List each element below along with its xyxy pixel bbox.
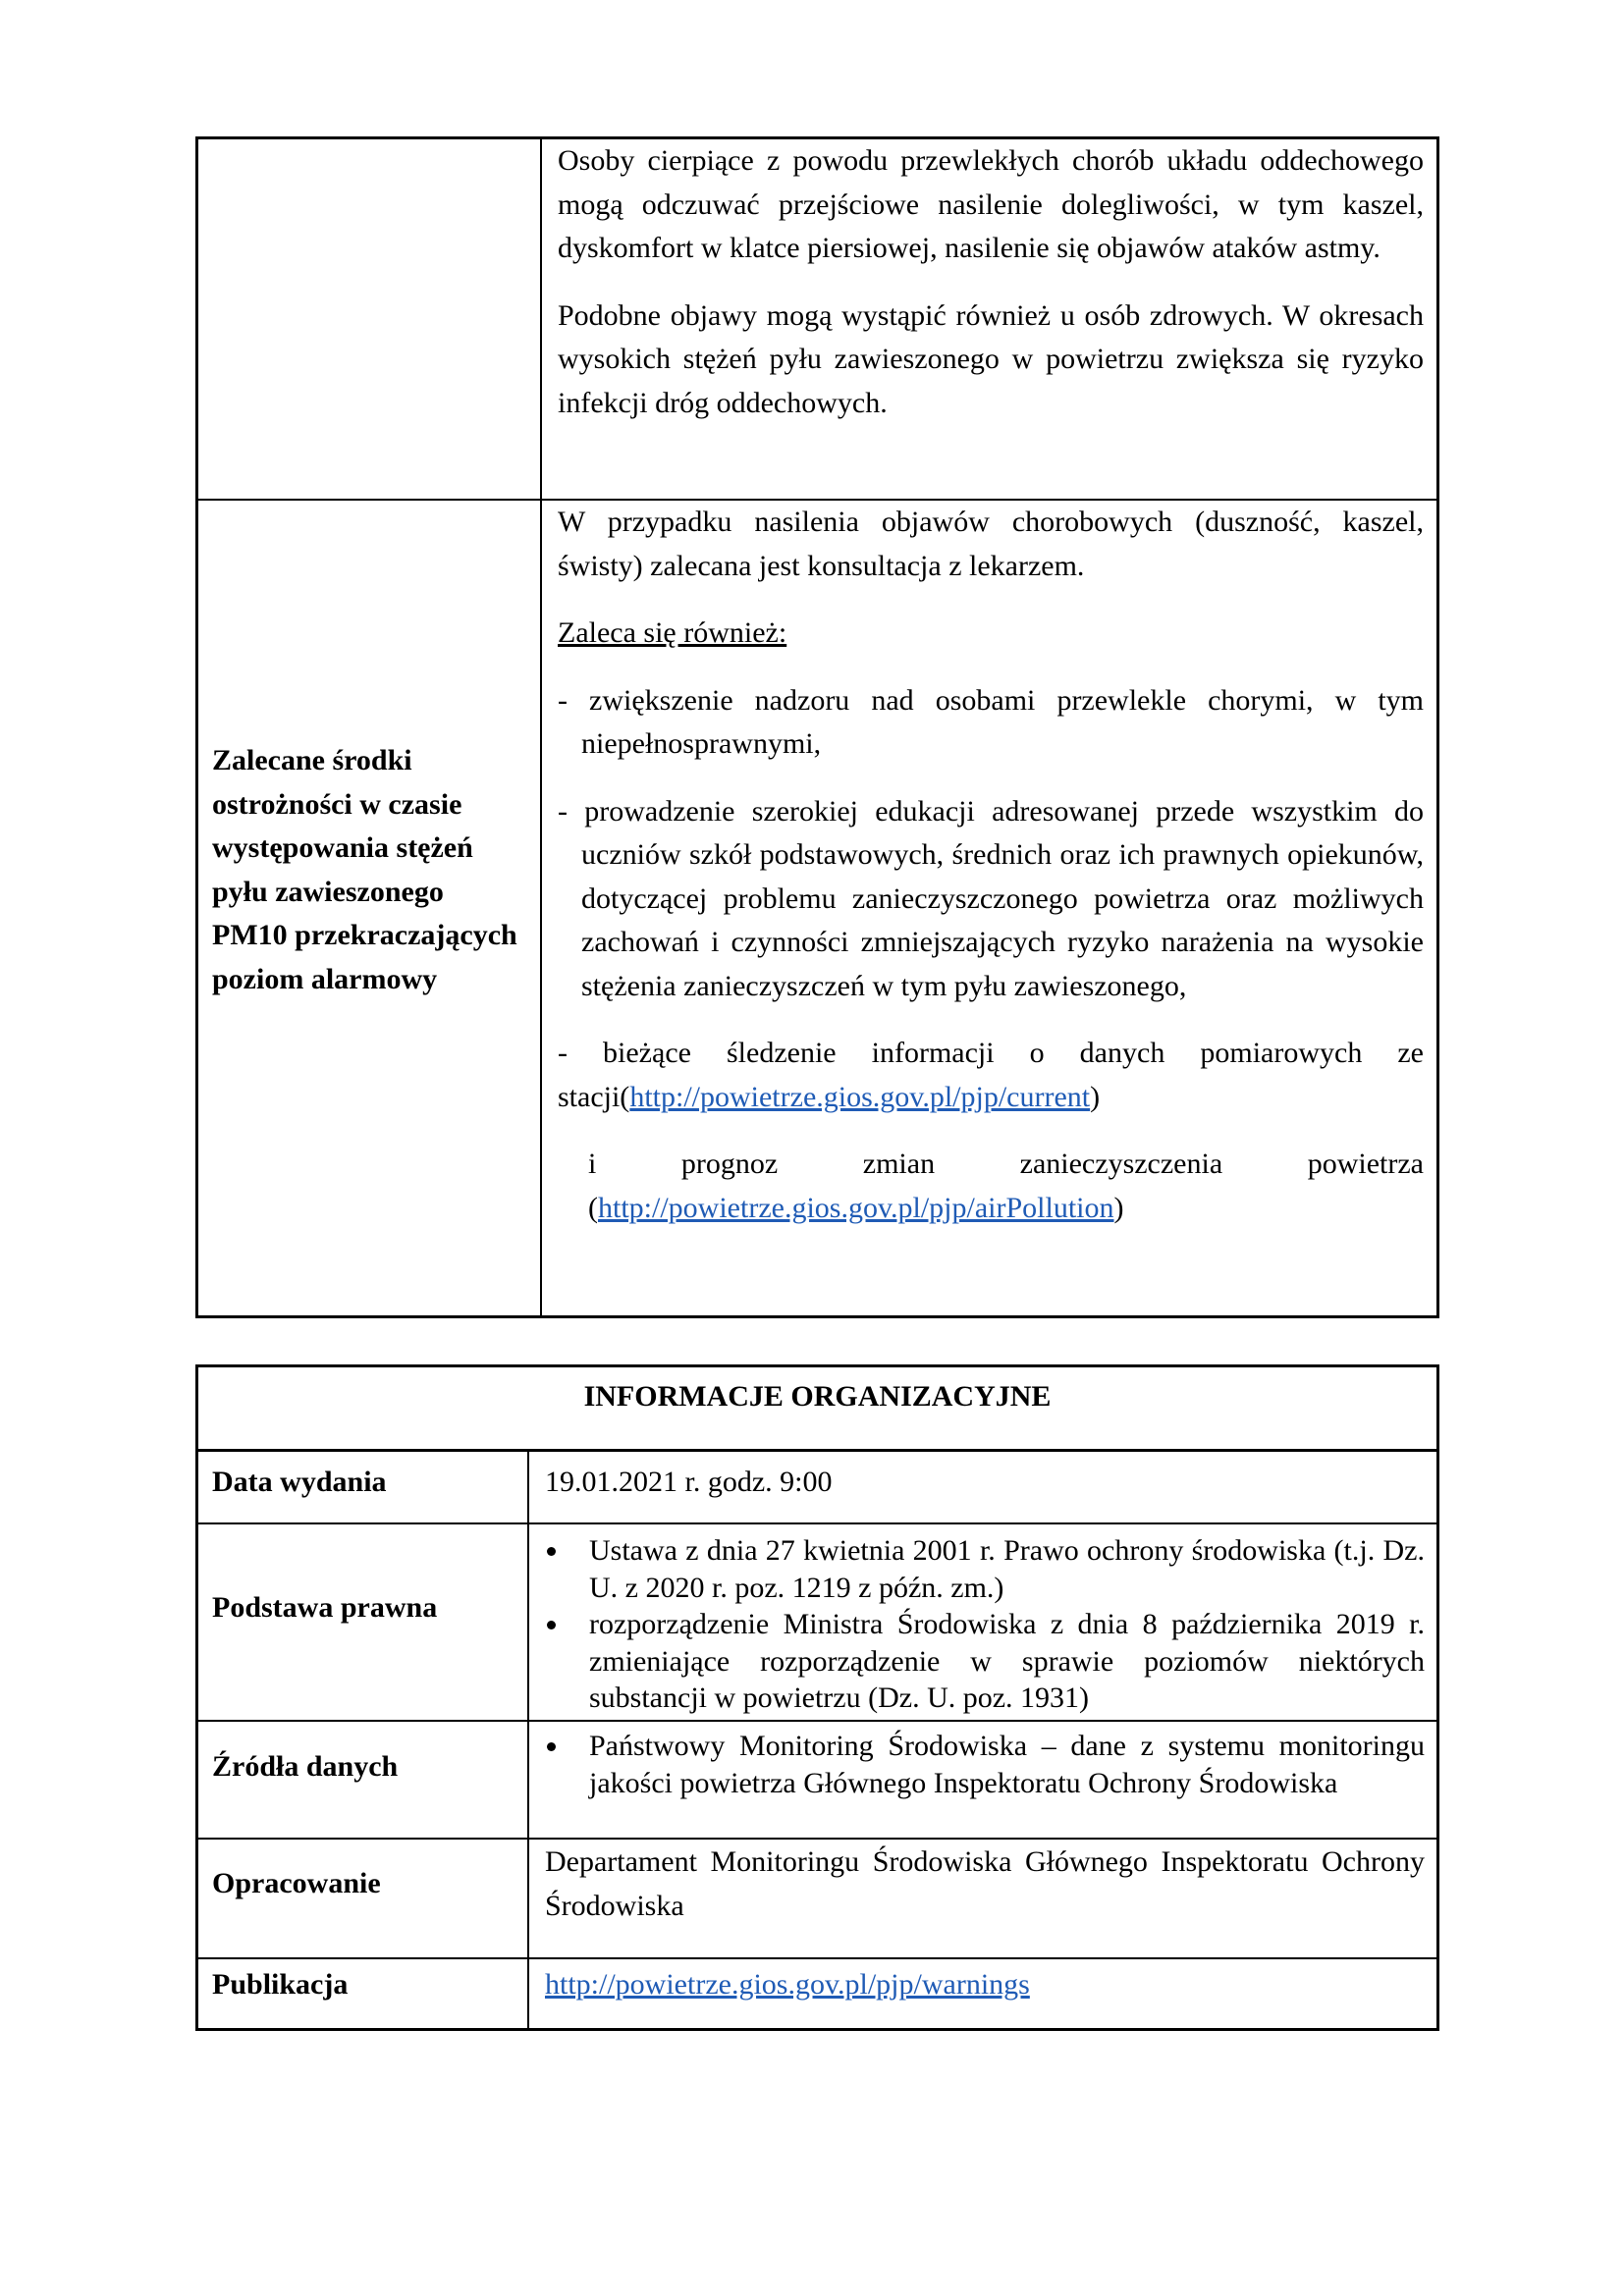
legal-basis-item — [545, 1532, 1425, 1606]
data-sources-label: Źródła danych — [212, 1750, 399, 1783]
row-divider — [198, 1838, 1436, 1840]
recommendations-header: Zaleca się również: — [558, 616, 787, 649]
health-effects-table — [195, 136, 1439, 1318]
row-divider — [198, 1720, 1436, 1722]
publication-value — [545, 1965, 1425, 2004]
recommendation-text: i prognoz zmian zanieczyszczenia powietrza ( — [588, 1148, 1424, 1224]
row-divider — [198, 1522, 1436, 1524]
precautions-label: Zalecane środki ostrożności w czasie występowania stężeń pyłu zawieszonego PM10 przekraczających poziom alarmowy — [212, 744, 517, 995]
prepared-by-value: Departament Monitoringu Środowiska Głównego Inspektoratu Ochrony Środowiska — [545, 1845, 1425, 1922]
recommendation-item — [558, 1032, 1424, 1119]
bullet-icon — [547, 1742, 556, 1751]
issue-date-value: 19.01.2021 r. godz. 9:00 — [545, 1466, 833, 1498]
recommendation-item — [558, 1143, 1424, 1230]
row-divider — [198, 1449, 1436, 1452]
data-source-item — [545, 1728, 1425, 1801]
legal-basis-item — [545, 1606, 1425, 1717]
legal-basis-text: Ustawa z dnia 27 kwietnia 2001 r. Prawo ochrony środowiska (t.j. Dz. U. z 2020 r. poz. 1219 z późn. zm.) — [589, 1534, 1425, 1604]
column-divider — [527, 1451, 529, 2028]
issue-date-label: Data wydania — [212, 1466, 387, 1498]
legal-basis-label: Podstawa prawna — [212, 1591, 438, 1624]
effects-paragraph-1: Osoby cierpiące z powodu przewlekłych chorób układu oddechowego mogą odczuwać przejściowe nasilenie dolegliwości, w tym kaszel, dyskomfort w klatce piersiowej, nasilenie się objawów ataków astmy. — [558, 144, 1424, 264]
prepared-by-label: Opracowanie — [212, 1867, 381, 1899]
legal-basis-value — [545, 1532, 1425, 1717]
organizational-info-table — [195, 1364, 1439, 2031]
data-sources-value — [545, 1728, 1425, 1801]
legal-basis-list — [545, 1532, 1425, 1717]
column-divider — [540, 139, 542, 1315]
data-sources-list — [545, 1728, 1425, 1801]
recommendation-item: - prowadzenie szerokiej edukacji adresowanej przede wszystkim do uczniów szkół podstawowych, średnich oraz ich prawnych opiekunów, dotyczącej problemu zanieczyszczonego powietrza oraz możliwych zachowań i czynności zmniejszających ryzyko narażenia na wysokie stężenia zanieczyszczeń w tym pyłu zawieszonego, — [558, 794, 1424, 1002]
bullet-icon — [547, 1621, 556, 1629]
current-data-link[interactable]: http://powietrze.gios.gov.pl/pjp/current — [629, 1080, 1091, 1113]
precautions-intro: W przypadku nasilenia objawów chorobowych (duszność, kaszel, świsty) zalecana jest konsultacja z lekarzem. — [558, 506, 1424, 582]
health-effects-cell — [558, 139, 1424, 425]
row-divider — [198, 1957, 1436, 1959]
air-pollution-forecast-link[interactable]: http://powietrze.gios.gov.pl/pjp/airPollution — [598, 1191, 1114, 1224]
recommendation-text: - bieżące śledzenie informacji o danych pomiarowych ze stacji( — [558, 1037, 1424, 1113]
legal-basis-text: rozporządzenie Ministra Środowiska z dnia 8 października 2019 r. zmieniające rozporządzenie w sprawie poziomów niektórych substancji w powietrzu (Dz. U. poz. 1931) — [589, 1608, 1425, 1714]
warnings-link[interactable]: http://powietrze.gios.gov.pl/pjp/warnings — [545, 1968, 1030, 2001]
publication-label: Publikacja — [212, 1968, 349, 2001]
effects-paragraph-2: Podobne objawy mogą wystąpić również u osób zdrowych. W okresach wysokich stężeń pyłu zawieszonego w powietrzu zwiększa się ryzyko infekcji dróg oddechowych. — [558, 298, 1424, 419]
data-source-text: Państwowy Monitoring Środowiska – dane z systemu monitoringu jakości powietrza Głównego Inspektoratu Ochrony Środowiska — [589, 1730, 1425, 1799]
closing-paren: ) — [1090, 1080, 1101, 1113]
precautions-cell — [558, 501, 1424, 1230]
table-title: INFORMACJE ORGANIZACYJNE — [583, 1380, 1052, 1413]
recommendation-item: - zwiększenie nadzoru nad osobami przewlekle chorymi, w tym niepełnosprawnymi, — [558, 683, 1424, 760]
bullet-icon — [547, 1547, 556, 1556]
closing-paren: ) — [1113, 1191, 1124, 1224]
